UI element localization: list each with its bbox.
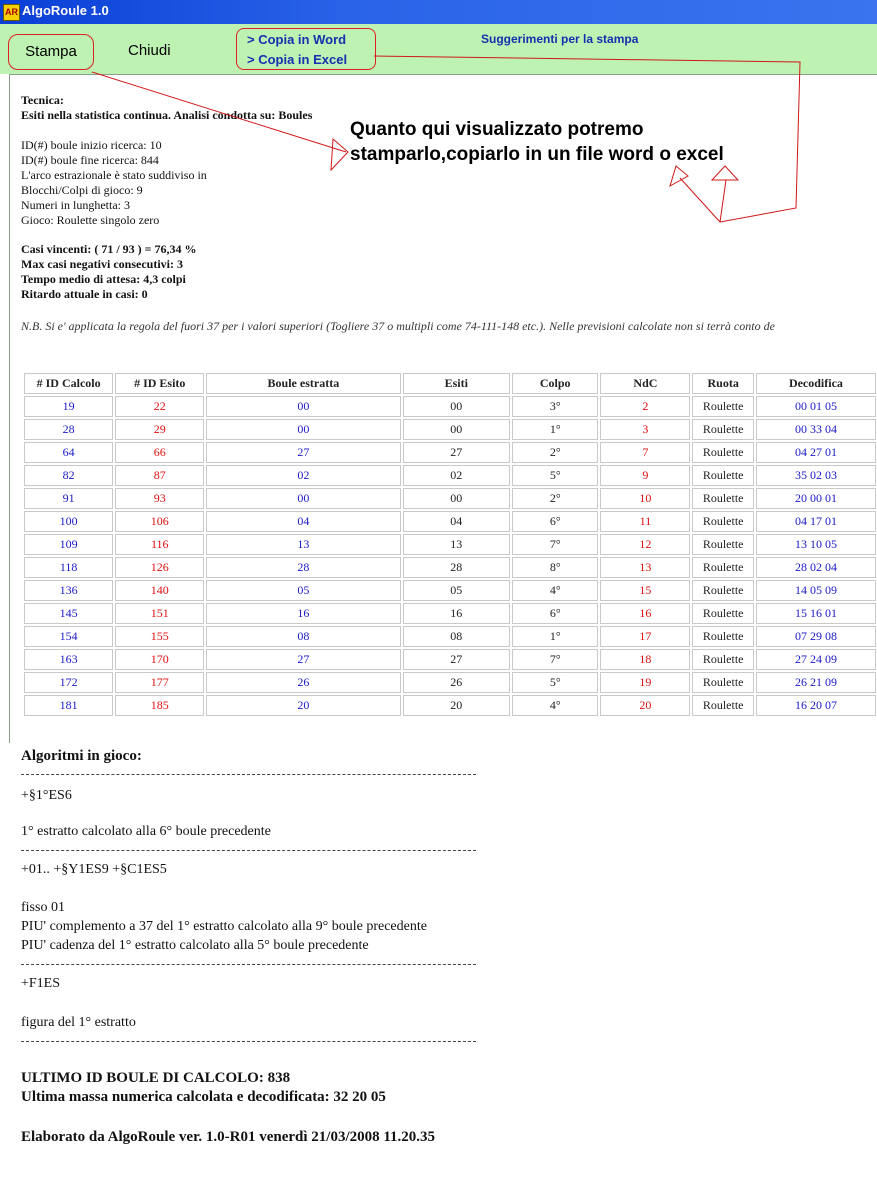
table-cell: 28 [206, 557, 400, 578]
table-cell: 29 [115, 419, 204, 440]
close-button[interactable]: Chiudi [128, 42, 171, 59]
table-cell: 3° [512, 396, 598, 417]
table-cell: 15 [600, 580, 690, 601]
table-cell: Roulette [692, 396, 753, 417]
table-row [24, 603, 876, 624]
table-cell: 26 21 09 [756, 672, 876, 693]
table-cell: 106 [115, 511, 204, 532]
table-cell: 1° [512, 626, 598, 647]
col-header: # ID Calcolo [24, 373, 113, 394]
algo-desc: PIU' cadenza del 1° estratto calcolato alla 5° boule precedente [21, 938, 369, 953]
table-cell: 02 [206, 465, 400, 486]
print-hints-link[interactable]: Suggerimenti per la stampa [481, 32, 639, 46]
table-cell: 00 [403, 396, 511, 417]
table-cell: Roulette [692, 603, 753, 624]
table-cell: Roulette [692, 695, 753, 716]
table-cell: 16 [403, 603, 511, 624]
table-cell: 00 [403, 419, 511, 440]
algo-code: +§1°ES6 [21, 788, 72, 803]
table-cell: 20 00 01 [756, 488, 876, 509]
copy-to-word-link[interactable]: > Copia in Word [247, 32, 347, 47]
col-header: Ruota [692, 373, 753, 394]
stat-line: Max casi negativi consecutivi: 3 [21, 257, 183, 271]
col-header: Esiti [403, 373, 511, 394]
table-cell: 00 33 04 [756, 419, 876, 440]
table-cell: 00 [403, 488, 511, 509]
table-cell: 4° [512, 695, 598, 716]
table-cell: 170 [115, 649, 204, 670]
copy-to-excel-link[interactable]: > Copia in Excel [247, 52, 348, 67]
table-cell: Roulette [692, 672, 753, 693]
table-cell: 6° [512, 511, 598, 532]
table-cell: 8° [512, 557, 598, 578]
last-id-summary: ULTIMO ID BOULE DI CALCOLO: 838 [21, 1070, 291, 1086]
table-cell: 28 [24, 419, 113, 440]
table-cell: 26 [206, 672, 400, 693]
table-cell: 154 [24, 626, 113, 647]
table-cell: 04 27 01 [756, 442, 876, 463]
table-cell: 4° [512, 580, 598, 601]
table-cell: Roulette [692, 419, 753, 440]
table-cell: 14 05 09 [756, 580, 876, 601]
table-cell: 7° [512, 534, 598, 555]
table-row [24, 511, 876, 532]
table-cell: 05 [206, 580, 400, 601]
copy-options-group [236, 28, 376, 70]
table-cell: 08 [403, 626, 511, 647]
col-header: Decodifica [756, 373, 876, 394]
table-row [24, 396, 876, 417]
table-cell: 20 [206, 695, 400, 716]
col-header: # ID Esito [115, 373, 204, 394]
param-line: L'arco estrazionale è stato suddiviso in [21, 168, 207, 182]
table-row [24, 672, 876, 693]
table-cell: 19 [600, 672, 690, 693]
window-title: AlgoRoule 1.0 [22, 3, 109, 18]
table-cell: 27 [403, 649, 511, 670]
table-cell: 27 [206, 442, 400, 463]
algo-code: +01.. +§Y1ES9 +§C1ES5 [21, 862, 167, 877]
divider [21, 964, 476, 965]
table-cell: 7° [512, 649, 598, 670]
stat-line: Ritardo attuale in casi: 0 [21, 287, 148, 301]
table-cell: 26 [403, 672, 511, 693]
stat-line: Tempo medio di attesa: 4,3 colpi [21, 272, 186, 286]
table-cell: 2° [512, 488, 598, 509]
table-cell: 163 [24, 649, 113, 670]
divider [21, 1041, 476, 1042]
algo-desc: 1° estratto calcolato alla 6° boule precedente [21, 824, 271, 839]
table-row [24, 649, 876, 670]
table-cell: 13 [403, 534, 511, 555]
table-cell: Roulette [692, 649, 753, 670]
table-cell: 12 [600, 534, 690, 555]
table-cell: Roulette [692, 511, 753, 532]
table-cell: 00 [206, 488, 400, 509]
divider [21, 850, 476, 851]
param-line: ID(#) boule fine ricerca: 844 [21, 153, 159, 167]
table-cell: Roulette [692, 557, 753, 578]
table-cell: 04 [206, 511, 400, 532]
col-header: Boule estratta [206, 373, 400, 394]
table-cell: 5° [512, 672, 598, 693]
table-cell: 177 [115, 672, 204, 693]
table-cell: 3 [600, 419, 690, 440]
report-subtitle: Esiti nella statistica continua. Analisi condotta su: Boules [21, 108, 313, 122]
table-header-row [24, 373, 876, 394]
table-cell: 17 [600, 626, 690, 647]
table-cell: 18 [600, 649, 690, 670]
table-row [24, 465, 876, 486]
col-header: NdC [600, 373, 690, 394]
table-row [24, 557, 876, 578]
table-cell: Roulette [692, 488, 753, 509]
table-cell: 185 [115, 695, 204, 716]
table-cell: 87 [115, 465, 204, 486]
divider [21, 774, 476, 775]
table-cell: 181 [24, 695, 113, 716]
rule-note: N.B. Si e' applicata la regola del fuori 37 per i valori superiori (Togliere 37 o multipli come 74-111-148 etc.). Nelle previsioni calcolate non si terrà conto de [21, 319, 775, 333]
table-cell: 27 [403, 442, 511, 463]
annotation-callout [350, 117, 724, 167]
table-row [24, 534, 876, 555]
table-row [24, 626, 876, 647]
table-cell: 91 [24, 488, 113, 509]
table-cell: 126 [115, 557, 204, 578]
table-cell: 22 [115, 396, 204, 417]
table-cell: 66 [115, 442, 204, 463]
table-cell: 9 [600, 465, 690, 486]
table-cell: 2° [512, 442, 598, 463]
results-table [22, 371, 877, 718]
technique-label: Tecnica: [21, 93, 64, 107]
algo-desc: PIU' complemento a 37 del 1° estratto calcolato alla 9° boule precedente [21, 919, 427, 934]
table-cell: 1° [512, 419, 598, 440]
table-cell: 2 [600, 396, 690, 417]
table-cell: 05 [403, 580, 511, 601]
table-cell: 7 [600, 442, 690, 463]
algo-desc: fisso 01 [21, 900, 65, 915]
table-cell: 08 [206, 626, 400, 647]
table-cell: Roulette [692, 580, 753, 601]
title-bar [0, 0, 877, 24]
table-cell: 6° [512, 603, 598, 624]
table-row [24, 695, 876, 716]
table-cell: 00 [206, 396, 400, 417]
table-cell: 151 [115, 603, 204, 624]
param-line: ID(#) boule inizio ricerca: 10 [21, 138, 162, 152]
table-cell: 10 [600, 488, 690, 509]
table-cell: 04 17 01 [756, 511, 876, 532]
param-line: Gioco: Roulette singolo zero [21, 213, 160, 227]
table-cell: Roulette [692, 534, 753, 555]
table-cell: 109 [24, 534, 113, 555]
table-cell: 13 [600, 557, 690, 578]
toolbar [0, 24, 877, 74]
table-cell: 140 [115, 580, 204, 601]
table-row [24, 580, 876, 601]
table-cell: 16 [206, 603, 400, 624]
table-cell: 5° [512, 465, 598, 486]
table-cell: 100 [24, 511, 113, 532]
table-cell: 16 [600, 603, 690, 624]
table-cell: 11 [600, 511, 690, 532]
table-cell: 00 [206, 419, 400, 440]
table-cell: 27 [206, 649, 400, 670]
table-cell: 64 [24, 442, 113, 463]
table-cell: 20 [403, 695, 511, 716]
report-panel[interactable] [9, 74, 877, 743]
table-row [24, 488, 876, 509]
algo-code: +F1ES [21, 976, 61, 991]
table-cell: 19 [24, 396, 113, 417]
table-cell: 13 [206, 534, 400, 555]
table-row [24, 442, 876, 463]
table-cell: 16 20 07 [756, 695, 876, 716]
table-row [24, 419, 876, 440]
callout-line: stamparlo,copiarlo in un file word o excel [350, 144, 724, 165]
footer-credit: Elaborato da AlgoRoule ver. 1.0-R01 venerdì 21/03/2008 11.20.35 [21, 1129, 436, 1145]
table-cell: Roulette [692, 465, 753, 486]
print-button[interactable]: Stampa [8, 34, 94, 70]
table-cell: 145 [24, 603, 113, 624]
stat-line: Casi vincenti: ( 71 / 93 ) = 76,34 % [21, 242, 197, 256]
table-cell: 82 [24, 465, 113, 486]
table-cell: 155 [115, 626, 204, 647]
table-cell: 116 [115, 534, 204, 555]
param-line: Numeri in lunghetta: 3 [21, 198, 130, 212]
table-cell: 118 [24, 557, 113, 578]
table-cell: 20 [600, 695, 690, 716]
table-cell: 27 24 09 [756, 649, 876, 670]
table-cell: Roulette [692, 626, 753, 647]
table-cell: 35 02 03 [756, 465, 876, 486]
table-cell: 172 [24, 672, 113, 693]
col-header: Colpo [512, 373, 598, 394]
param-line: Blocchi/Colpi di gioco: 9 [21, 183, 143, 197]
callout-line: Quanto qui visualizzato potremo [350, 119, 644, 140]
table-cell: 15 16 01 [756, 603, 876, 624]
table-cell: 02 [403, 465, 511, 486]
last-mass-summary: Ultima massa numerica calcolata e decodificata: 32 20 05 [21, 1089, 386, 1105]
table-cell: 93 [115, 488, 204, 509]
table-cell: 136 [24, 580, 113, 601]
algorithms-title: Algoritmi in gioco: [21, 748, 142, 764]
table-cell: 00 01 05 [756, 396, 876, 417]
table-cell: Roulette [692, 442, 753, 463]
table-cell: 28 02 04 [756, 557, 876, 578]
table-cell: 07 29 08 [756, 626, 876, 647]
algo-desc: figura del 1° estratto [21, 1015, 136, 1030]
table-cell: 04 [403, 511, 511, 532]
table-cell: 28 [403, 557, 511, 578]
app-icon: AR [3, 4, 20, 21]
table-cell: 13 10 05 [756, 534, 876, 555]
